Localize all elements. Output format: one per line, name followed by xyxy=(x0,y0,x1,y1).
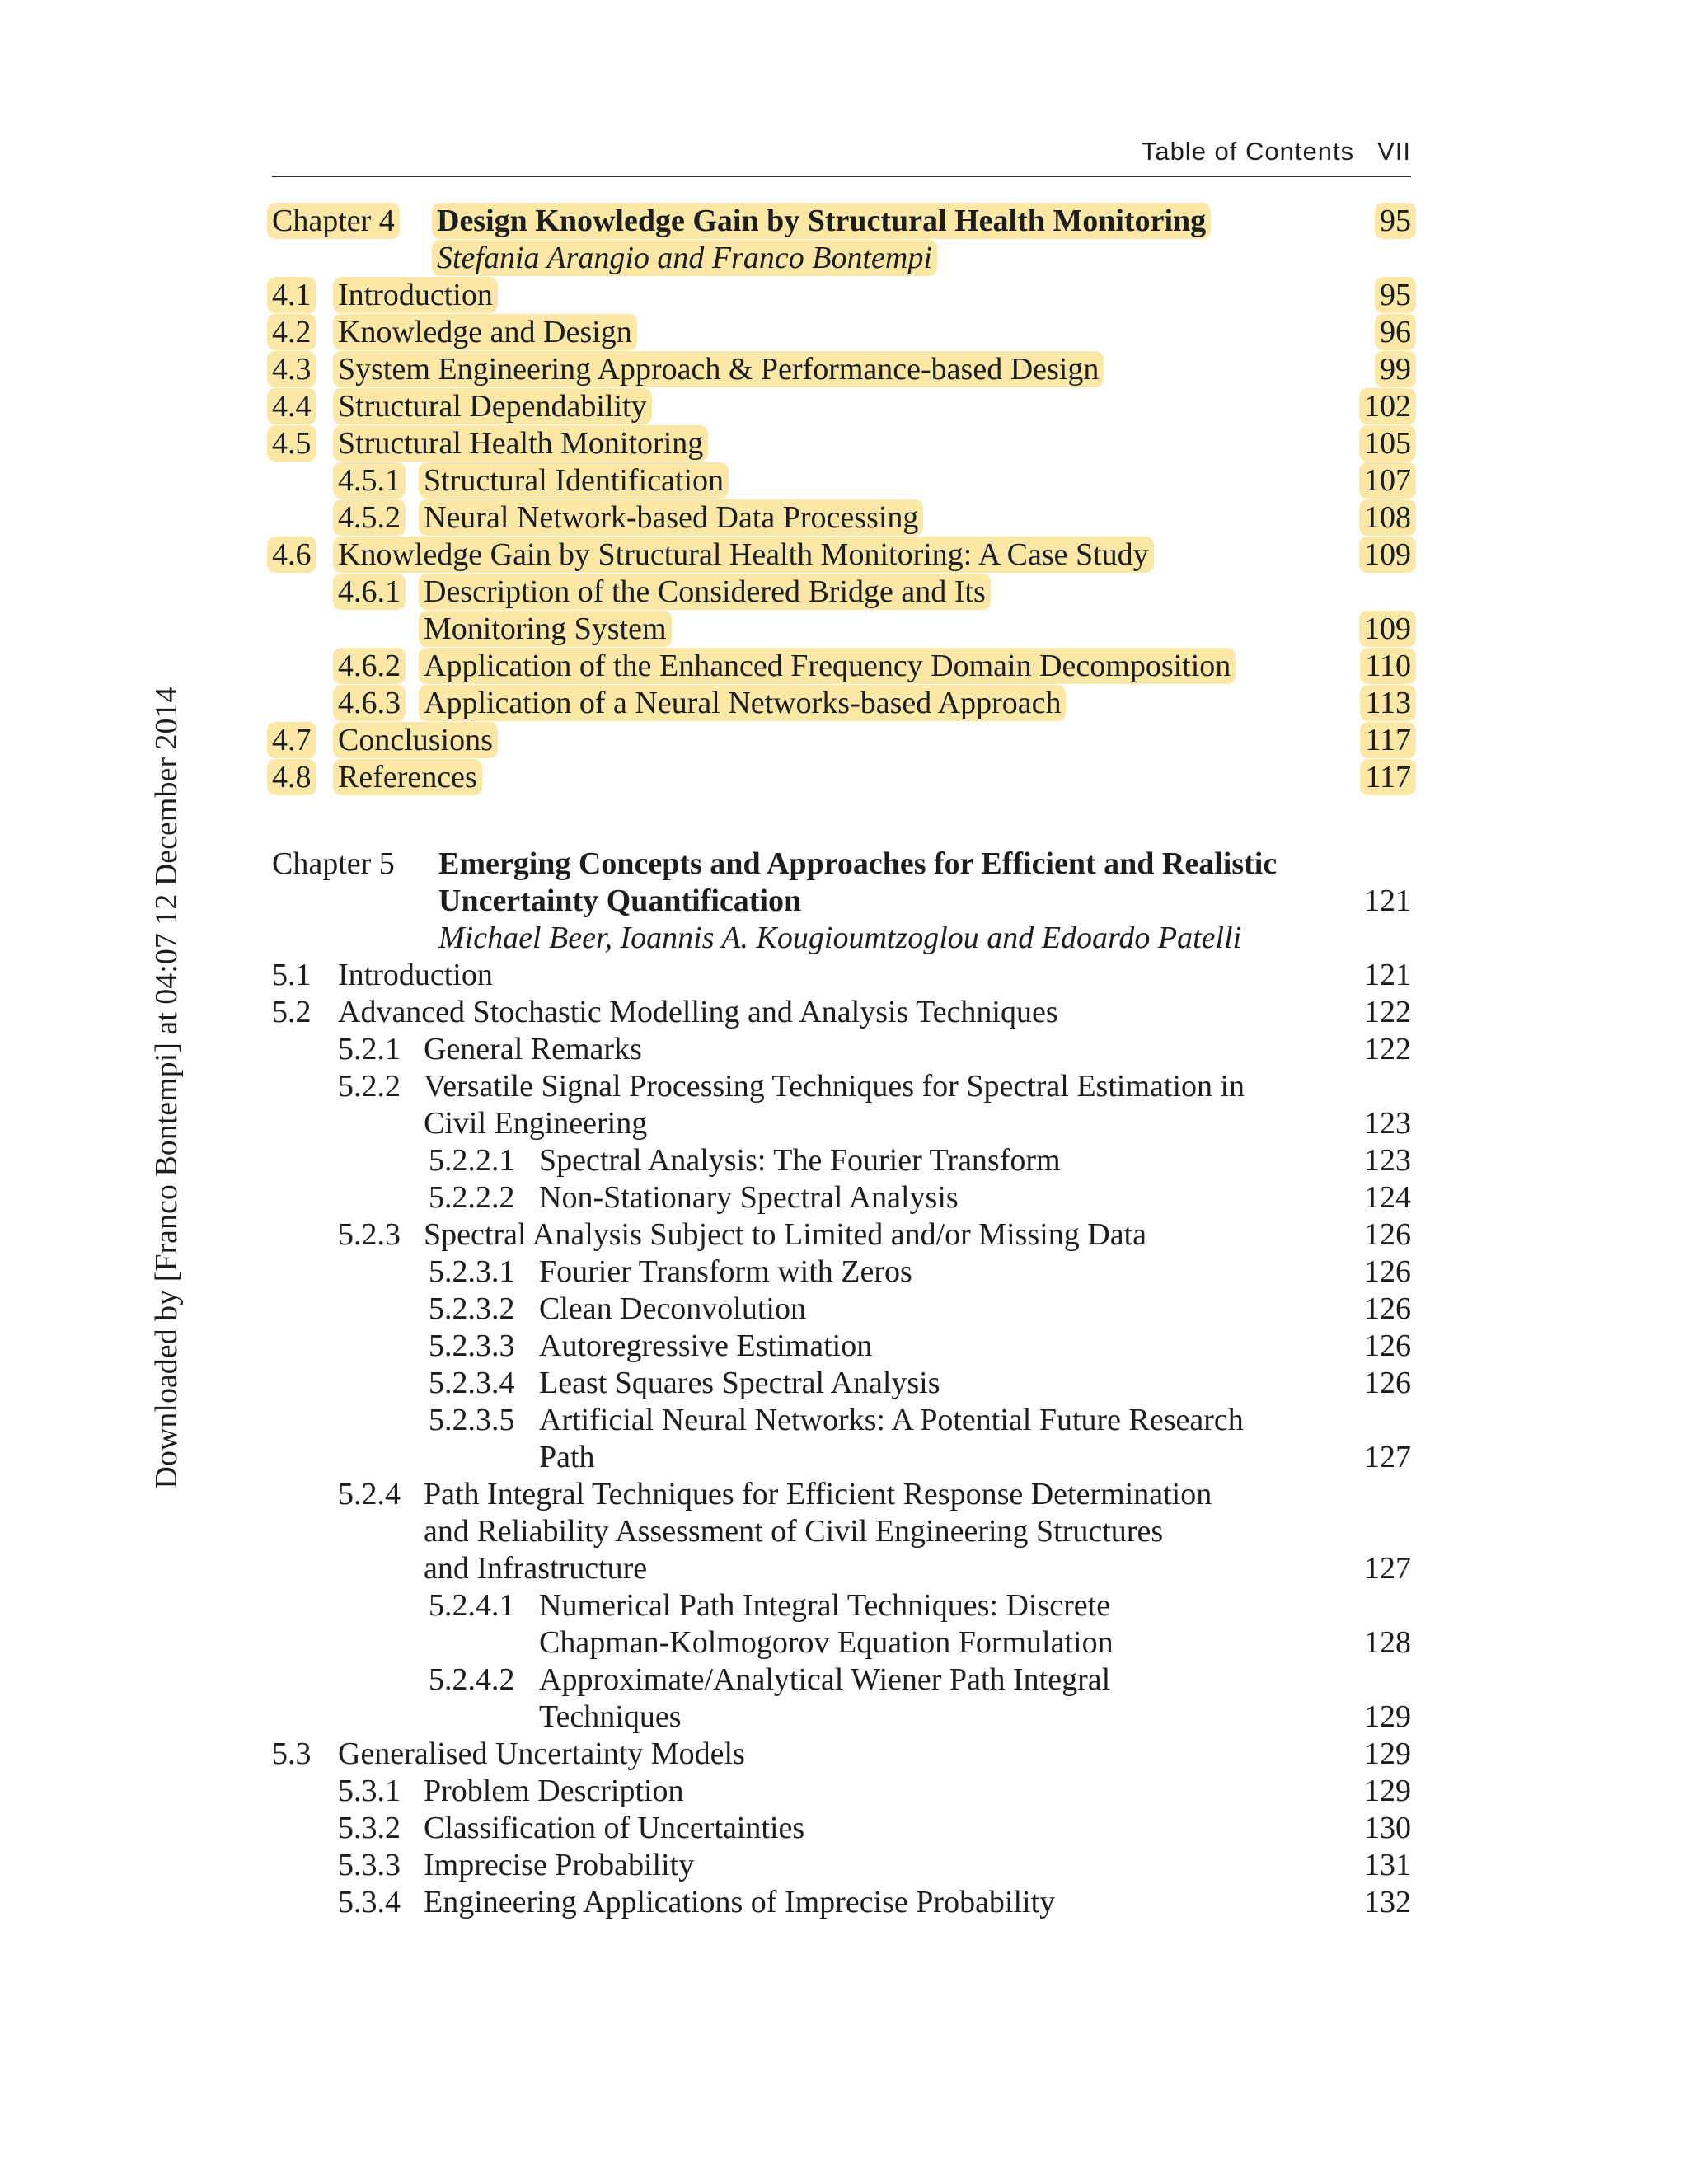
download-note: Downloaded by [Franco Bontempi] at 04:07 12 December 2014 xyxy=(149,687,184,1489)
entry-page: 130 xyxy=(1364,1811,1411,1845)
entry-page: 129 xyxy=(1364,1736,1411,1771)
entry-title: Spectral Analysis: The Fourier Transform xyxy=(539,1143,1061,1178)
chapter-4-title: Design Knowledge Gain by Structural Health Monitoring xyxy=(432,203,1211,239)
entry-number: 5.2 xyxy=(272,995,312,1029)
entry-page: 105 xyxy=(1359,425,1416,462)
chapter-5-label: Chapter 5 xyxy=(272,846,395,881)
chapter-4-label: Chapter 4 xyxy=(267,203,400,239)
toc-entry[interactable] xyxy=(0,1142,1688,1179)
toc-entry[interactable] xyxy=(0,1254,1688,1290)
entry-title: General Remarks xyxy=(424,1032,642,1066)
entry-number: 4.6.3 xyxy=(333,685,406,721)
toc-entry[interactable] xyxy=(0,499,1688,536)
entry-number: 4.5.2 xyxy=(333,499,406,536)
entry-page: 123 xyxy=(1364,1106,1411,1141)
entry-page: 96 xyxy=(1375,314,1416,350)
toc-entry[interactable] xyxy=(0,1587,1688,1624)
toc-entry[interactable] xyxy=(0,351,1688,387)
entry-number: 4.4 xyxy=(267,388,316,424)
entry-title: Application of a Neural Networks-based Approach xyxy=(419,685,1066,721)
entry-number: 5.2.2.1 xyxy=(429,1143,515,1178)
entry-page: 123 xyxy=(1364,1143,1411,1178)
toc-entry[interactable] xyxy=(0,1847,1688,1883)
entry-title: Application of the Enhanced Frequency Domain Decomposition xyxy=(419,648,1236,684)
toc-entry[interactable] xyxy=(0,994,1688,1030)
entry-page: 110 xyxy=(1360,648,1416,684)
entry-page: 129 xyxy=(1364,1699,1411,1734)
header-title: Table of Contents xyxy=(1141,137,1355,166)
toc-entry[interactable] xyxy=(0,388,1688,424)
chapter-4-heading[interactable] xyxy=(0,203,1688,239)
entry-number: 4.5.1 xyxy=(333,462,406,499)
toc-entry[interactable] xyxy=(0,957,1688,993)
entry-number: 5.2.4 xyxy=(338,1477,401,1511)
entry-title: Least Squares Spectral Analysis xyxy=(539,1366,940,1400)
toc-entry[interactable] xyxy=(0,574,1688,610)
entry-number: 4.8 xyxy=(267,759,316,795)
toc-entry-continuation[interactable] xyxy=(0,1624,1688,1661)
entry-title: Numerical Path Integral Techniques: Discrete xyxy=(539,1588,1111,1623)
entry-number: 5.3.1 xyxy=(338,1774,401,1808)
entry-title: Advanced Stochastic Modelling and Analysis Techniques xyxy=(338,995,1058,1029)
toc-entry[interactable] xyxy=(0,1661,1688,1698)
chapter-5-heading[interactable] xyxy=(0,846,1688,882)
entry-number: 4.1 xyxy=(267,277,316,313)
entry-number: 5.1 xyxy=(272,958,312,992)
chapter-4-authors-row xyxy=(0,240,1688,276)
toc-entry[interactable] xyxy=(0,1031,1688,1067)
entry-title-continued: and Reliability Assessment of Civil Engineering Structures xyxy=(424,1514,1164,1549)
chapter-5-title: Emerging Concepts and Approaches for Efficient and Realistic xyxy=(438,846,1278,881)
entry-number: 5.3.2 xyxy=(338,1811,401,1845)
entry-number: 5.2.3 xyxy=(338,1217,401,1252)
entry-number: 5.3 xyxy=(272,1736,312,1771)
entry-title-continued: and Infrastructure xyxy=(424,1551,648,1586)
entry-title: Classification of Uncertainties xyxy=(424,1811,805,1845)
entry-number: 4.6.2 xyxy=(333,648,406,684)
toc-entry[interactable] xyxy=(0,1810,1688,1846)
entry-number: 5.2.4.1 xyxy=(429,1588,515,1623)
entry-page: 108 xyxy=(1359,499,1416,536)
entry-title: Fourier Transform with Zeros xyxy=(539,1254,912,1289)
toc-entry-continuation[interactable] xyxy=(0,1699,1688,1735)
chapter-5-authors-row xyxy=(0,920,1688,956)
toc-entry[interactable] xyxy=(0,1365,1688,1401)
entry-number: 5.2.3.5 xyxy=(429,1403,515,1437)
entry-title: System Engineering Approach & Performance-based Design xyxy=(333,351,1104,387)
entry-page: 124 xyxy=(1364,1180,1411,1215)
entry-page: 107 xyxy=(1359,462,1416,499)
chapter-5-page: 121 xyxy=(1364,883,1411,918)
entry-page: 126 xyxy=(1364,1291,1411,1326)
entry-title: Introduction xyxy=(333,277,498,313)
entry-number: 5.2.3.2 xyxy=(429,1291,515,1326)
entry-page: 122 xyxy=(1364,995,1411,1029)
entry-page: 102 xyxy=(1359,388,1416,424)
entry-title: Artificial Neural Networks: A Potential Future Research xyxy=(539,1403,1244,1437)
toc-entry-continuation[interactable] xyxy=(0,1550,1688,1586)
toc-entry[interactable] xyxy=(0,425,1688,462)
toc-entry[interactable] xyxy=(0,1884,1688,1920)
header-rule xyxy=(272,176,1411,177)
entry-number: 4.2 xyxy=(267,314,316,350)
entry-page: 126 xyxy=(1364,1329,1411,1363)
entry-title: Knowledge Gain by Structural Health Monitoring: A Case Study xyxy=(333,537,1154,573)
toc-entry[interactable] xyxy=(0,1291,1688,1327)
entry-title: Autoregressive Estimation xyxy=(539,1329,873,1363)
entry-title-continued: Monitoring System xyxy=(419,611,672,647)
entry-number: 5.3.3 xyxy=(338,1848,401,1882)
entry-page: 95 xyxy=(1375,277,1416,313)
toc-entry-continuation[interactable] xyxy=(0,1513,1688,1549)
entry-page: 121 xyxy=(1364,958,1411,992)
entry-title: Neural Network-based Data Processing xyxy=(419,499,923,536)
header-page-number: VII xyxy=(1377,137,1411,166)
entry-page: 126 xyxy=(1364,1254,1411,1289)
chapter-4-page: 95 xyxy=(1375,203,1416,239)
toc-entry[interactable] xyxy=(0,1476,1688,1512)
entry-title: References xyxy=(333,759,482,795)
toc-entry[interactable] xyxy=(0,537,1688,573)
entry-title: Spectral Analysis Subject to Limited and/or Missing Data xyxy=(424,1217,1147,1252)
entry-page: 99 xyxy=(1375,351,1416,387)
toc-entry[interactable] xyxy=(0,1068,1688,1104)
toc-entry-continuation[interactable] xyxy=(0,611,1688,647)
toc-entry[interactable] xyxy=(0,1179,1688,1216)
entry-number: 5.2.1 xyxy=(338,1032,401,1066)
chapter-5-heading-continued[interactable] xyxy=(0,883,1688,919)
entry-page: 109 xyxy=(1359,537,1416,573)
entry-title: Conclusions xyxy=(333,722,498,758)
entry-title: Problem Description xyxy=(424,1774,684,1808)
entry-number: 5.2.3.3 xyxy=(429,1329,515,1363)
entry-title: Structural Dependability xyxy=(333,388,652,424)
entry-title-continued: Techniques xyxy=(539,1699,682,1734)
entry-number: 4.5 xyxy=(267,425,316,462)
entry-title-continued: Path xyxy=(539,1440,595,1474)
entry-page: 127 xyxy=(1364,1551,1411,1586)
entry-title: Path Integral Techniques for Efficient Response Determination xyxy=(424,1477,1212,1511)
entry-title: Non-Stationary Spectral Analysis xyxy=(539,1180,959,1215)
entry-title: Introduction xyxy=(338,958,493,992)
entry-number: 4.3 xyxy=(267,351,316,387)
entry-title: Structural Identification xyxy=(419,462,729,499)
entry-page: 122 xyxy=(1364,1032,1411,1066)
entry-title: Generalised Uncertainty Models xyxy=(338,1736,745,1771)
running-header xyxy=(272,135,1411,168)
entry-number: 4.6 xyxy=(267,537,316,573)
entry-page: 132 xyxy=(1364,1885,1411,1919)
toc-entry[interactable] xyxy=(0,1736,1688,1772)
toc-entry[interactable] xyxy=(0,685,1688,721)
entry-page: 129 xyxy=(1364,1774,1411,1808)
toc-entry[interactable] xyxy=(0,462,1688,499)
entry-number: 4.6.1 xyxy=(333,574,406,610)
toc-entry[interactable] xyxy=(0,722,1688,758)
entry-title: Clean Deconvolution xyxy=(539,1291,806,1326)
entry-title: Versatile Signal Processing Techniques for Spectral Estimation in xyxy=(424,1069,1245,1104)
entry-number: 5.2.4.2 xyxy=(429,1662,515,1697)
entry-title: Imprecise Probability xyxy=(424,1848,695,1882)
toc-entry[interactable] xyxy=(0,314,1688,350)
toc-entry[interactable] xyxy=(0,1328,1688,1364)
entry-title: Knowledge and Design xyxy=(333,314,637,350)
entry-title: Structural Health Monitoring xyxy=(333,425,708,462)
entry-page: 127 xyxy=(1364,1440,1411,1474)
toc-entry[interactable] xyxy=(0,759,1688,795)
toc-entry[interactable] xyxy=(0,1402,1688,1438)
entry-title-continued: Civil Engineering xyxy=(424,1106,648,1141)
entry-number: 4.7 xyxy=(267,722,316,758)
entry-title: Approximate/Analytical Wiener Path Integral xyxy=(539,1662,1111,1697)
chapter-5-authors: Michael Beer, Ioannis A. Kougioumtzoglou and Edoardo Patelli xyxy=(438,921,1242,955)
entry-page: 117 xyxy=(1360,759,1416,795)
entry-page: 131 xyxy=(1364,1848,1411,1882)
entry-title-continued: Chapman-Kolmogorov Equation Formulation xyxy=(539,1625,1114,1660)
toc-entry[interactable] xyxy=(0,648,1688,684)
toc-entry-continuation[interactable] xyxy=(0,1105,1688,1141)
entry-page: 126 xyxy=(1364,1217,1411,1252)
toc-entry[interactable] xyxy=(0,277,1688,313)
entry-title: Engineering Applications of Imprecise Probability xyxy=(424,1885,1056,1919)
entry-page: 109 xyxy=(1359,611,1416,647)
toc-entry[interactable] xyxy=(0,1773,1688,1809)
entry-page: 126 xyxy=(1364,1366,1411,1400)
entry-number: 5.2.2 xyxy=(338,1069,401,1104)
chapter-5-title-continued: Uncertainty Quantification xyxy=(438,883,802,918)
entry-page: 113 xyxy=(1360,685,1416,721)
entry-number: 5.2.3.4 xyxy=(429,1366,515,1400)
chapter-4-authors: Stefania Arangio and Franco Bontempi xyxy=(432,240,937,276)
toc-entry-continuation[interactable] xyxy=(0,1439,1688,1475)
entry-number: 5.2.3.1 xyxy=(429,1254,515,1289)
entry-number: 5.2.2.2 xyxy=(429,1180,515,1215)
toc-entry[interactable] xyxy=(0,1216,1688,1253)
entry-page: 128 xyxy=(1364,1625,1411,1660)
entry-number: 5.3.4 xyxy=(338,1885,401,1919)
entry-page: 117 xyxy=(1360,722,1416,758)
entry-title: Description of the Considered Bridge and Its xyxy=(419,574,991,610)
